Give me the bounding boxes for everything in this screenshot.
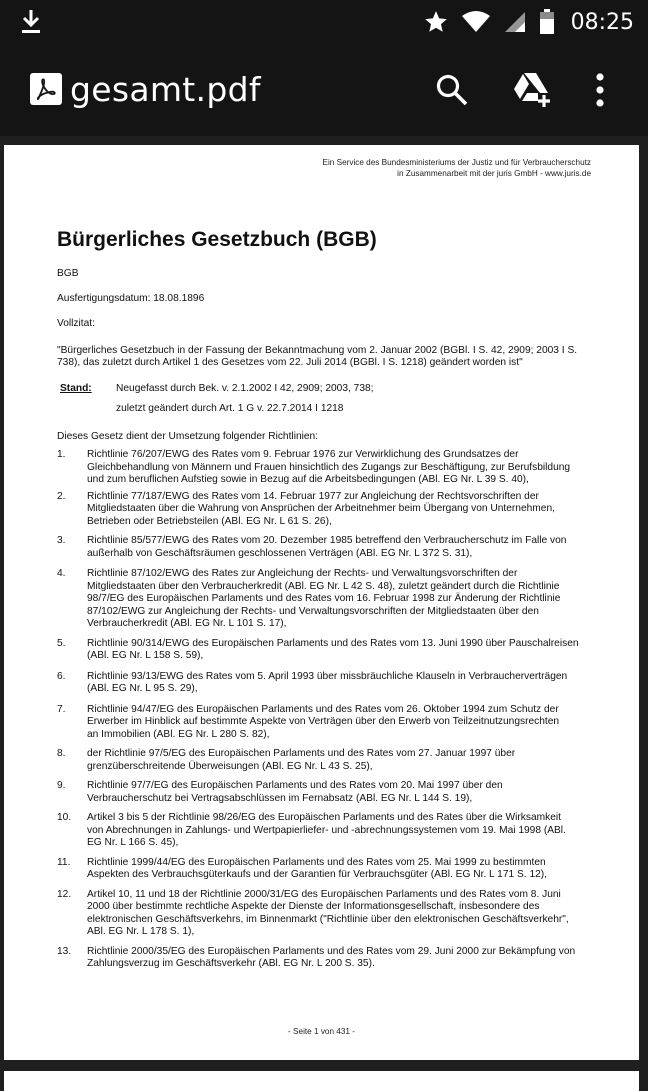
list-item-line: der Richtlinie 97/5/EG des Europäischen Parlaments und des Rates vom 27. Januar 1997 über	[87, 748, 516, 759]
signal-icon	[503, 10, 527, 34]
document-title: gesamt.pdf	[70, 70, 261, 109]
search-button[interactable]	[430, 68, 474, 112]
list-item	[57, 812, 617, 850]
app-bar	[0, 44, 648, 136]
list-item-line: Artikel 3 bis 5 der Richtlinie 98/26/EG des Europäischen Parlaments und des Rates über die Wirksamkeit	[87, 812, 561, 823]
list-item-line: 87/102/EWG zur Angleichung der Rechts- und Verwaltungsvorschriften der Mitgliedstaaten über den	[87, 605, 539, 617]
list-item	[57, 638, 617, 663]
star-icon	[423, 9, 449, 35]
stand-line-2: zuletzt geändert durch Art. 1 G v. 22.7.2014 I 1218	[116, 403, 344, 414]
clock: 08:25	[570, 9, 634, 35]
list-item-line: elektronischen Geschäftsverkehrs, im Binnenmarkt ("Richtlinie über den elektronischen Geschäftsverkehr",	[87, 913, 569, 925]
list-item-text	[87, 946, 617, 971]
list-item	[57, 889, 617, 939]
list-item-line: 2000 über bestimmte rechtliche Aspekte der Dienste der Informationsgesellschaft, insbesondere des	[87, 901, 540, 912]
list-item-line: 98/7/EG des Europäischen Parlaments und des Rates vom 16. Februar 1998 zur Änderung der Richtlinie	[87, 593, 561, 604]
stand-line-1: Neugefasst durch Bek. v. 2.1.2002 I 42, 2909; 2003, 738;	[116, 383, 374, 394]
list-item-line: Aspekten des Verbrauchsgüterkaufs und der Garantien für Verbrauchsgüter (ABl. EG Nr. L 171 S. 12),	[87, 869, 548, 880]
status-bar	[0, 0, 648, 44]
service-line-1: Ein Service des Bundesministeriums der Justiz und für Verbraucherschutz	[322, 158, 591, 167]
list-item	[57, 857, 617, 882]
list-item-line: Richtlinie 90/314/EWG des Europäischen Parlaments und des Rates vom 13. Juni 1990 über Pauschalreisen	[87, 637, 579, 649]
page-footer: - Seite 1 von 431 -	[288, 1027, 355, 1036]
list-item-line: grenzüberschreitende Überweisungen (ABl. EG Nr. L 43 S. 25),	[87, 760, 373, 772]
list-item-text	[87, 812, 617, 850]
list-item	[57, 535, 617, 560]
list-item-number: 2.	[57, 490, 66, 502]
list-item-line: Mitgliedstaaten über den Verbraucherkredit (ABl. EG Nr. L 42 S. 48), zuletzt geändert durch die Richtlinie	[87, 580, 560, 592]
list-item-line: Richtlinie 76/207/EWG des Rates vom 9. Februar 1976 zur Verwirklichung des Grundsatzes der	[87, 449, 519, 460]
drive-add-icon	[512, 71, 552, 109]
list-item-line: Gleichbehandlung von Männern und Frauen hinsichtlich des Zugangs zur Beschäftigung, zur Berufsbildung	[87, 461, 571, 473]
list-item-text	[87, 889, 617, 939]
stand-label: Stand:	[60, 383, 92, 394]
list-item-line: Verbraucherkredit (ABl. EG Nr. L 101 S. 17),	[87, 618, 287, 629]
list-item-line: ABl. EG Nr. L 178 S. 1),	[87, 926, 195, 937]
list-item-text	[87, 780, 617, 805]
list-item-line: Richtlinie 94/47/EG des Europäischen Parlaments und des Rates vom 26. Oktober 1994 zum Schutz der	[87, 703, 559, 715]
list-item-line: Richtlinie 85/577/EWG des Rates vom 20. Dezember 1985 betreffend den Verbraucherschutz im Falle von	[87, 535, 567, 546]
list-item	[57, 780, 617, 805]
list-item-text	[87, 704, 617, 742]
richtlinien-list	[57, 449, 617, 977]
list-item-line: Richtlinie 87/102/EWG des Rates zur Angleichung der Rechts- und Verwaltungsvorschriften der	[87, 568, 518, 579]
search-icon	[435, 73, 469, 107]
wifi-icon	[461, 10, 491, 34]
list-item-number: 13.	[57, 945, 72, 957]
law-abbreviation: BGB	[57, 268, 79, 279]
more-vert-icon	[595, 73, 605, 107]
list-item-number: 7.	[57, 703, 66, 715]
list-item-text	[87, 491, 617, 529]
list-item	[57, 671, 617, 696]
list-item-line: Artikel 10, 11 und 18 der Richtlinie 2000/31/EG des Europäischen Parlaments und des Rates vom 8. Juni	[87, 888, 561, 900]
list-item	[57, 491, 617, 529]
list-item	[57, 704, 617, 742]
list-item-line: Richtlinie 1999/44/EG des Europäischen Parlaments und des Rates vom 25. Mai 1999 zu bestimmten	[87, 856, 546, 868]
list-item-line: EG Nr. L 166 S. 45),	[87, 837, 179, 848]
battery-icon	[539, 9, 555, 35]
list-item	[57, 568, 617, 631]
list-item-line: Zahlungsverzug im Geschäftsverkehr (ABl. EG Nr. L 200 S. 35).	[87, 958, 375, 969]
list-item-text	[87, 857, 617, 882]
list-item-line: und zum beruflichen Aufstieg sowie in Bezug auf die Arbeitsbedingungen (ABl. EG Nr. L 39 S. 40),	[87, 474, 529, 485]
list-item-text	[87, 671, 617, 696]
law-title: Bürgerliches Gesetzbuch (BGB)	[57, 228, 377, 251]
list-item-number: 10.	[57, 812, 72, 823]
list-item	[57, 748, 617, 773]
list-item-number: 9.	[57, 780, 66, 791]
list-item-text	[87, 568, 617, 631]
more-options-button[interactable]	[578, 68, 622, 112]
list-item-number: 11.	[57, 856, 71, 868]
download-icon	[20, 8, 42, 36]
list-item	[57, 449, 617, 487]
vollzitat-label: Vollzitat:	[57, 318, 95, 329]
list-item-line: (ABl. EG Nr. L 95 S. 29),	[87, 683, 198, 694]
list-item-line: Richtlinie 77/187/EWG des Rates vom 14. Februar 1977 zur Angleichung der Rechtsvorschriften der	[87, 490, 539, 502]
pdf-icon	[30, 73, 62, 105]
list-item-line: Richtlinie 2000/35/EG des Europäischen Parlaments und des Rates vom 29. Juni 2000 zur Bekämpfung von	[87, 945, 576, 957]
list-item-line: an Immobilien (ABl. EG Nr. L 280 S. 82),	[87, 728, 270, 740]
list-item-text	[87, 748, 617, 773]
list-item-line: Verbraucherschutz bei Vertragsabschlüssen im Fernabsatz (ABl. EG Nr. L 144 S. 19),	[87, 792, 473, 804]
list-item-number: 6.	[57, 670, 66, 682]
drive-add-button[interactable]	[510, 68, 554, 112]
vollzitat-line-1: "Bürgerliches Gesetzbuch in der Fassung der Bekanntmachung vom 2. Januar 2002 (BGBl. I S. 42, 2909; 2003 I S.	[57, 345, 578, 356]
ausfertigungsdatum: Ausfertigungsdatum: 18.08.1896	[57, 293, 205, 304]
list-item-line: außerhalb von Geschäftsräumen geschlossenen Verträgen (ABl. EG Nr. L 372 S. 31),	[87, 547, 473, 559]
pdf-page[interactable]	[4, 145, 639, 1060]
list-item-text	[87, 449, 617, 487]
list-item-line: Richtlinie 97/7/EG des Europäischen Parlaments und des Rates vom 20. Mai 1997 über den	[87, 780, 503, 791]
list-item-line: Betrieben oder Betriebsteilen (ABl. EG Nr. L 61 S. 26),	[87, 515, 332, 527]
list-item-line: von Abrechnungen in Zahlungs- und Wertpapierliefer- und -abrechnungssystemen vom 19. Mai 1998 (ABl.	[87, 824, 566, 836]
service-header	[323, 158, 592, 179]
list-item-line: Richtlinie 93/13/EWG des Rates vom 5. April 1993 über missbräuchliche Klauseln in Verbraucherverträgen	[87, 670, 568, 682]
list-item-line: (ABl. EG Nr. L 158 S. 59),	[87, 650, 204, 661]
list-item-text	[87, 535, 617, 560]
umsetzung-intro: Dieses Gesetz dient der Umsetzung folgender Richtlinien:	[57, 431, 319, 442]
list-item-number: 12.	[57, 888, 72, 900]
list-item-number: 3.	[57, 535, 66, 546]
list-item-number: 5.	[57, 637, 66, 649]
vollzitat-line-2: 738), das zuletzt durch Artikel 1 des Gesetzes vom 22. Juli 2014 (BGBl. I S. 1218) geändert worden ist"	[57, 357, 523, 368]
list-item-line: Erwerber im Hinblick auf bestimmte Aspekte von Verträgen über den Erwerb von Teilzeitnutzungsrechten	[87, 716, 560, 727]
service-line-2: in Zusammenarbeit mit der juris GmbH - www.juris.de	[397, 168, 591, 178]
list-item-number: 8.	[57, 748, 66, 759]
list-item	[57, 946, 617, 971]
list-item-number: 4.	[57, 568, 66, 579]
next-pdf-page[interactable]	[4, 1071, 639, 1091]
list-item-number: 1.	[57, 449, 66, 460]
list-item-text	[87, 638, 617, 663]
list-item-line: Mitgliedstaaten über die Wahrung von Ansprüchen der Arbeitnehmer beim Übergang von Unternehmen,	[87, 503, 555, 514]
